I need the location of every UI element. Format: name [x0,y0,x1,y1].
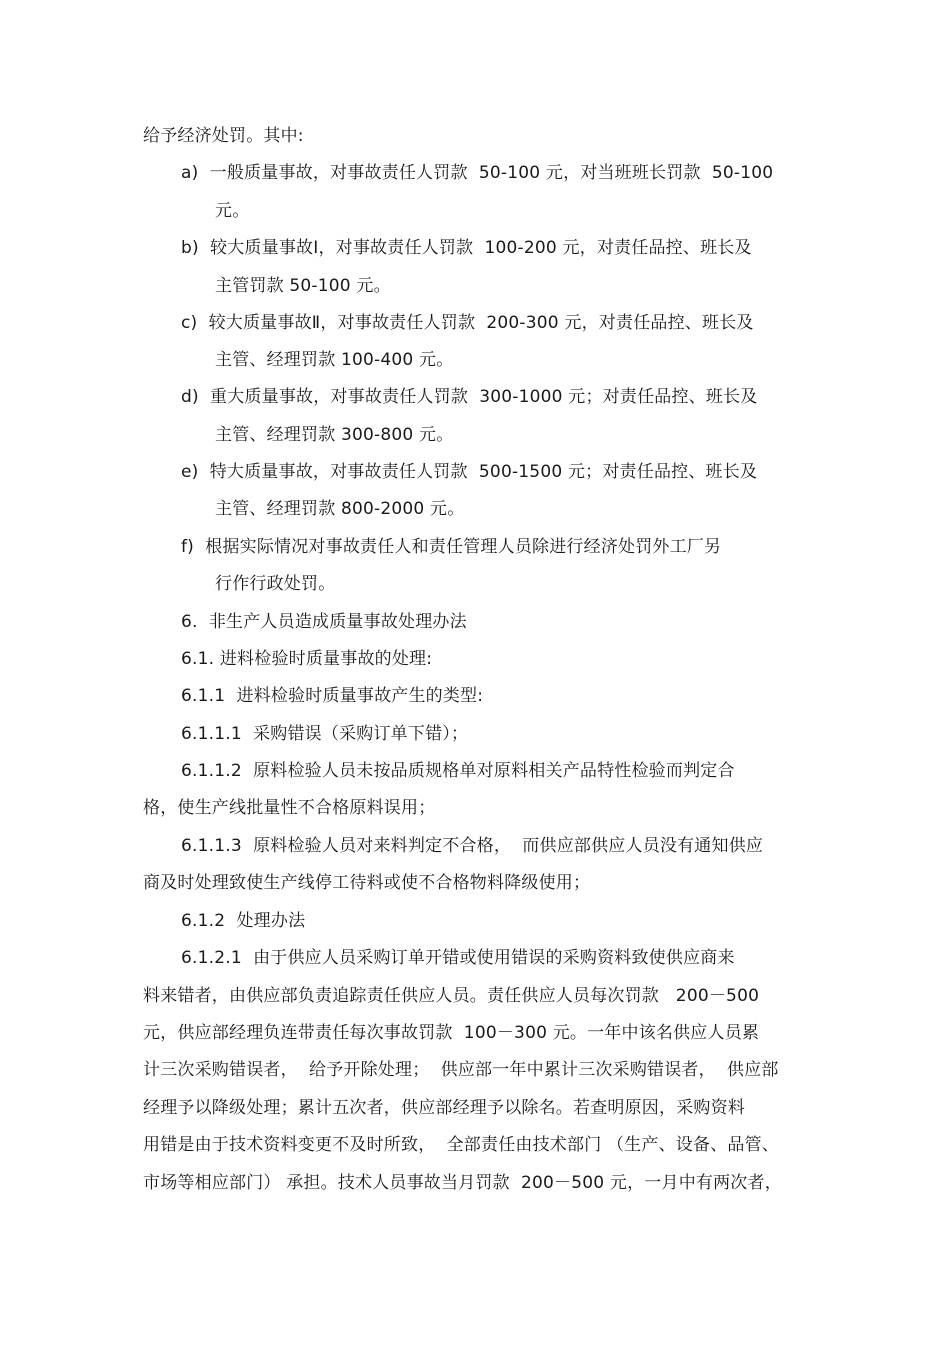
text-line: 用错是由于技术资料变更不及时所致， 全部责任由技术部门 （生产、设备、品管、 [143,1135,780,1155]
text-line: 主管、经理罚款 800-2000 元。 [215,499,465,519]
section-heading: 6. 非生产人员造成质量事故处理办法 [181,612,467,632]
text-line: 6.1.1.2 原料检验人员未按品质规格单对原料相关产品特性检验而判定合 [181,761,735,781]
text-line: 商及时处理致使生产线停工待料或使不合格物料降级使用； [143,873,591,893]
list-item-c: c) 较大质量事故Ⅱ，对事故责任人罚款 200-300 元，对责任品控、班长及 [181,313,754,333]
text-line: 6.1.2.1 由于供应人员采购订单开错或使用错误的采购资料致使供应商来 [181,948,735,968]
list-item-d: d) 重大质量事故，对事故责任人罚款 300-1000 元；对责任品控、班长及 [181,387,758,407]
list-item-e: e) 特大质量事故，对事故责任人罚款 500-1500 元；对责任品控、班长及 [181,462,758,482]
text-line: 经理予以降级处理；累计五次者，供应部经理予以除名。若查明原因，采购资料 [143,1098,745,1118]
subsection-heading: 6.1.2 处理办法 [181,911,306,931]
list-item-b: b) 较大质量事故Ⅰ，对事故责任人罚款 100-200 元，对责任品控、班长及 [181,238,752,258]
text-line: 6.1.1.3 原料检验人员对来料判定不合格， 而供应部供应人员没有通知供应 [181,836,764,856]
text-line: 行作行政处罚。 [215,574,336,594]
text-line: 元，供应部经理负连带责任每次事故罚款 100－300 元。一年中该名供应人员累 [143,1023,760,1043]
text-line: 料来错者，由供应部负责追踪责任供应人员。责任供应人员每次罚款 200－500 [143,986,760,1006]
text-line: 给予经济处罚。其中: [143,126,304,146]
text-line: 主管罚款 50-100 元。 [215,276,391,296]
text-line: 6.1.1.1 采购错误（采购订单下错）； [181,724,469,744]
text-line: 计三次采购错误者， 给予开除处理； 供应部一年中累计三次采购错误者， 供应部 [143,1060,779,1080]
text-line: 格，使生产线批量性不合格原料误用； [143,798,436,818]
text-line: 元。 [215,201,250,221]
subsection-heading: 6.1.1 进料检验时质量事故产生的类型: [181,686,484,706]
subsection-heading: 6.1. 进料检验时质量事故的处理: [181,649,433,669]
text-line: 市场等相应部门） 承担。技术人员事故当月罚款 200－500 元，一月中有两次者， [143,1173,782,1193]
list-item-a: a) 一般质量事故，对事故责任人罚款 50-100 元，对当班班长罚款 50-100 [181,163,774,183]
list-item-f: f) 根据实际情况对事故责任人和责任管理人员除进行经济处罚外工厂另 [181,537,722,557]
text-line: 主管、经理罚款 100-400 元。 [215,350,454,370]
text-line: 主管、经理罚款 300-800 元。 [215,425,454,445]
